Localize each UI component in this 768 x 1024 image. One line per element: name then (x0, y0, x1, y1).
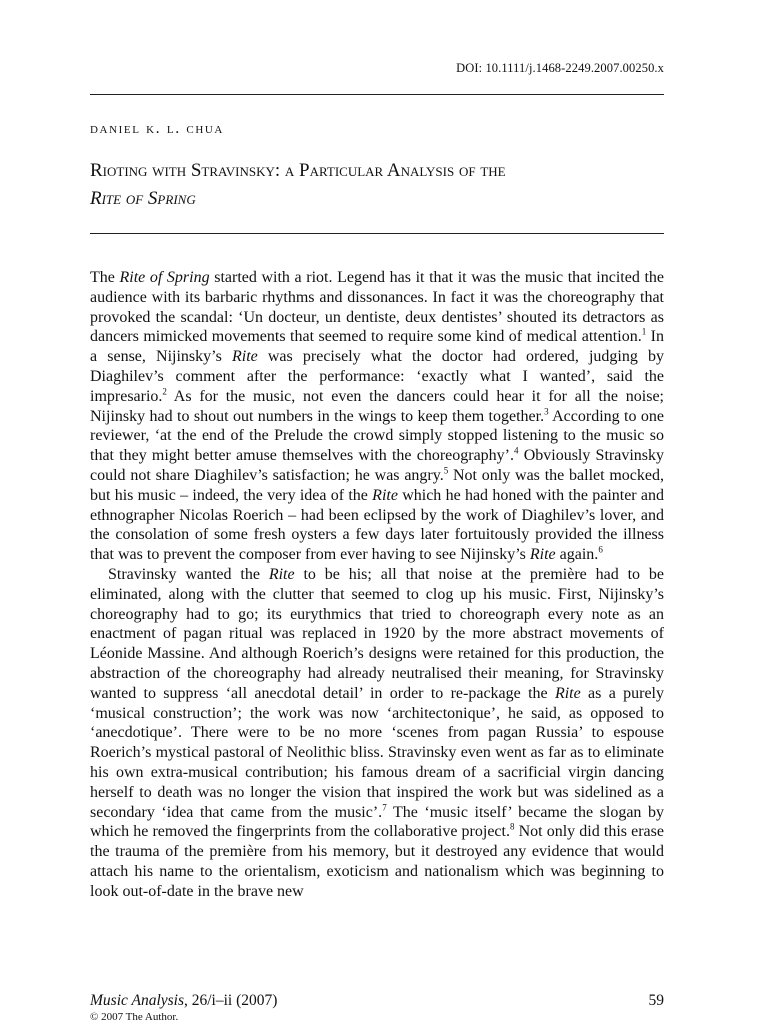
footnote-marker: 5 (443, 465, 449, 476)
doi-label: DOI: 10.1111/j.1468-2249.2007.00250.x (456, 61, 664, 75)
italic-text: Rite (268, 565, 295, 583)
title-rule (90, 233, 664, 234)
italic-text: Rite (231, 348, 258, 366)
body-paragraph (90, 565, 664, 902)
text-run: Stravinsky wanted the (108, 565, 269, 583)
text-run: As for the music, not even the dancers could hear it for all the noise; Nijinsky had to shout out numbers in the wings to keep them together. (90, 387, 664, 425)
footnote-marker: 1 (641, 327, 647, 338)
journal-name: Music Analysis (90, 992, 184, 1009)
text-run: Obviously Stravinsky could not share Diaghilev’s satisfaction; he was angry. (90, 447, 664, 484)
text-run: as a purely ‘musical construction’; the work was now ‘architectonique’, he said, as opposed to ‘anecdotique’. There were to be no more ‘scenes from pagan Russia’ to espouse Roerich’s mystical pastoral of Neolithic bliss. Stravinsky even went as far as to eliminate his own extra-musical contribution; his famous dream of a sacrificial virgin dancing herself to death was no longer the vision that inspired the work but was sidelined as a secondary ‘idea that came from the music’. (90, 684, 664, 821)
italic-text: Rite of Spring (119, 269, 210, 286)
footnote-marker: 3 (544, 406, 549, 417)
text-run: The ‘music itself’ became the slogan by which he removed the fingerprints from the collaborative project. (90, 803, 664, 841)
copyright-notice: © 2007 The Author. (90, 1011, 179, 1023)
article-body (90, 268, 664, 902)
journal-issue: , 26/i–ii (2007) (184, 992, 278, 1009)
text-run: was precisely what the doctor had ordered, judging by Diaghilev’s comment after the performance: ‘exactly what I wanted’, said the impresario. (90, 348, 664, 405)
italic-text: Rite (529, 546, 556, 564)
title-line-1: Rioting with Stravinsky: a Particular Analysis of the (90, 160, 506, 181)
article-title (90, 157, 664, 213)
journal-citation (90, 992, 277, 1010)
footnote-marker: 4 (514, 445, 519, 456)
text-run: Not only was the ballet mocked, but his music – indeed, the very idea of the (90, 466, 665, 504)
text-run: In a sense, Nijinsky’s (90, 328, 665, 366)
text-run: which he had honed with the painter and ethnographer Nicolas Roerich – had been eclipsed by the work of Diaghilev’s lover, and the consolation of some fresh oysters a few days later fortuitously provided the illness that was to prevent the composer from ever having to see Nijinsky’s (90, 486, 665, 564)
italic-text: Rite (554, 684, 581, 702)
page-number: 59 (648, 992, 664, 1009)
body-paragraph (90, 268, 664, 565)
text-run: again. (555, 546, 599, 564)
text-run: The (90, 269, 120, 286)
footnote-marker: 6 (598, 544, 603, 555)
footnote-marker: 8 (509, 821, 515, 832)
italic-text: Rite (372, 486, 398, 504)
author-name: daniel k. l. chua (90, 120, 224, 137)
text-run: Not only did this erase the trauma of the première from his memory, but it destroyed any evidence that would attach his name to the orientalism, exoticism and nationalism which was beginning to look out-of-date in the brave new (90, 823, 664, 900)
footnote-marker: 2 (162, 386, 167, 397)
header-rule (90, 94, 664, 95)
text-run: to be his; all that noise at the première had to be eliminated, along with the clutter that seemed to clog up his music. First, Nijinsky’s choreography had to go; its eurythmics that tried to choreograph every note as an enactment of pagan ritual was replaced in 1920 by the more abstract movements of Léonide Massine. And although Roerich’s designs were retained for this production, the abstraction of the choreography had already neutralised their meaning, for Stravinsky wanted to suppress ‘all anecdotal detail’ in order to re-package the (90, 565, 665, 702)
footnote-marker: 7 (382, 802, 387, 813)
text-run: started with a riot. Legend has it that it was the music that incited the audience with its barbaric rhythms and dissonances. In fact it was the choreography that provoked the scandal: ‘Un docteur, un dentiste, deux dentistes’ shouted its detractors as dancers mimicked movements that seemed to require some kind of medical attention. (90, 269, 665, 346)
title-line-2: Rite of Spring (90, 188, 196, 209)
text-run: According to one reviewer, ‘at the end of the Prelude the crowd simply stopped listening to the music so that they might better amuse themselves with the choreography’. (90, 407, 664, 465)
